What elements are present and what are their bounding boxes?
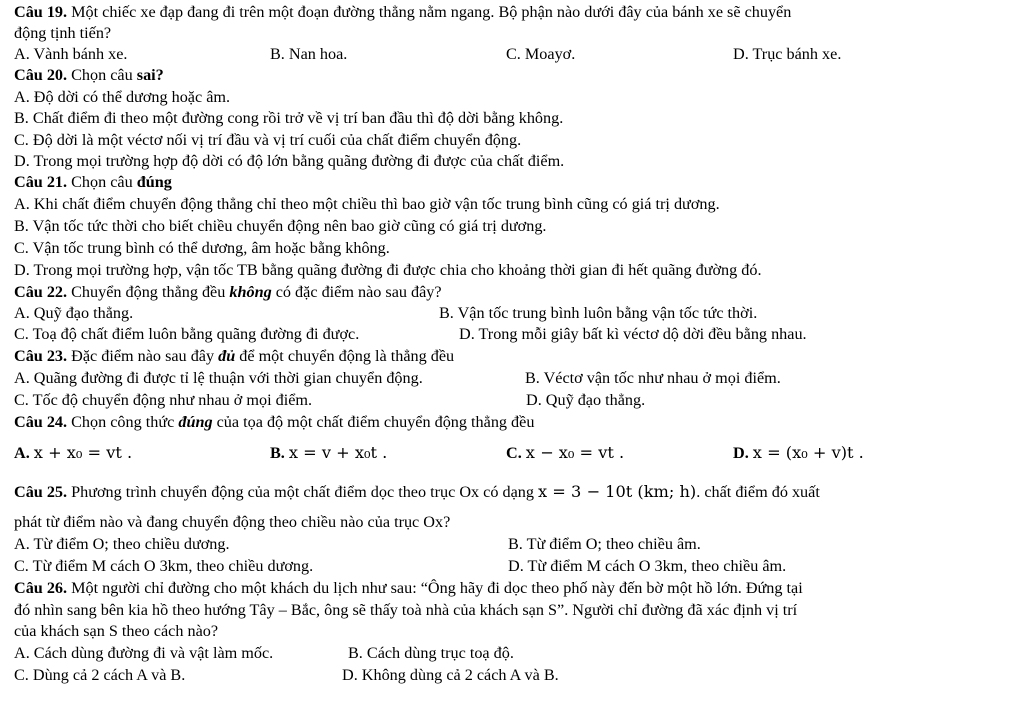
question-23-number: Câu 23. — [14, 347, 68, 365]
question-20-text: Chọn câu — [67, 66, 137, 84]
question-22-option-b: B. Vận tốc trung bình luôn bằng vận tốc tức thời. — [439, 304, 758, 322]
question-25-option-a: A. Từ điểm O; theo chiều dương. — [14, 535, 230, 553]
question-26-option-b: B. Cách dùng trục toạ độ. — [348, 644, 514, 662]
question-25-line-1 — [14, 482, 820, 502]
question-22-keyword: không — [229, 283, 272, 301]
question-23-text-post: để một chuyển động là thẳng đều — [235, 347, 455, 365]
question-21-option-b: B. Vận tốc tức thời cho biết chiều chuyển động nên bao giờ cũng có giá trị dương. — [14, 217, 547, 235]
question-24-option-b — [270, 443, 387, 463]
question-26-number: Câu 26. — [14, 579, 68, 597]
question-26-line-2: đó nhìn sang bên kia hồ theo hướng Tây – Bắc, ông sẽ thấy toà nhà của khách sạn S”. Người chỉ đường đã xác định vị trí — [14, 601, 798, 619]
question-24-keyword: đúng — [178, 413, 213, 431]
question-26-text-1: Một người chỉ đường cho một khách du lịch như sau: “Ông hãy đi dọc theo phố này đến bờ một hồ lớn. Đứng tại — [67, 579, 803, 597]
question-24-option-c-label: C. — [506, 444, 522, 462]
question-24-option-d-formula: x = (x₀ + v)t . — [752, 443, 864, 462]
question-23-option-c: C. Tốc độ chuyển động như nhau ở mọi điểm. — [14, 391, 313, 409]
question-22-number: Câu 22. — [14, 283, 68, 301]
question-23-line — [14, 346, 454, 366]
question-22-option-a: A. Quỹ đạo thẳng. — [14, 304, 134, 322]
question-24-text-pre: Chọn công thức — [67, 413, 179, 431]
question-23-text-pre: Đặc điểm nào sau đây — [67, 347, 219, 365]
question-20-keyword: sai? — [136, 66, 164, 84]
question-22-text-pre: Chuyển động thẳng đều — [67, 283, 230, 301]
question-24-option-c — [506, 443, 624, 463]
question-20-line — [14, 65, 164, 85]
question-21-option-d: D. Trong mọi trường hợp, vận tốc TB bằng quãng đường đi được chia cho khoảng thời gian đi hết quãng đường đó. — [14, 261, 762, 279]
question-22-text-post: có đặc điểm nào sau đây? — [271, 283, 442, 301]
question-19-text: Một chiếc xe đạp đang đi trên một đoạn đường thẳng nằm ngang. Bộ phận nào dưới đây của bánh xe sẽ chuyển — [67, 3, 792, 21]
question-19-line-2: động tịnh tiến? — [14, 24, 112, 42]
question-22-option-c: C. Toạ độ chất điểm luôn bằng quãng đường đi được. — [14, 325, 360, 343]
question-23-option-a: A. Quãng đường đi được tỉ lệ thuận với thời gian chuyển động. — [14, 369, 423, 387]
question-19-option-d: D. Trục bánh xe. — [733, 45, 842, 63]
question-20-number: Câu 20. — [14, 66, 68, 84]
question-24-line — [14, 412, 534, 432]
question-20-option-a: A. Độ dời có thể dương hoặc âm. — [14, 88, 231, 106]
question-25-equation: x = 3 − 10t (km; h) — [538, 482, 697, 501]
question-25-text: Phương trình chuyển động của một chất điểm dọc theo trục Ox có dạng — [67, 483, 539, 501]
question-24-option-d — [733, 443, 864, 463]
question-19-line-1 — [14, 2, 791, 22]
question-24-number: Câu 24. — [14, 413, 68, 431]
question-21-number: Câu 21. — [14, 173, 68, 191]
question-19-number: Câu 19. — [14, 3, 68, 21]
question-24-option-a-label: A. — [14, 444, 30, 462]
question-26-option-a: A. Cách dùng đường đi và vật làm mốc. — [14, 644, 274, 662]
question-24-option-a-formula: x + x₀ = vt . — [33, 443, 133, 462]
question-21-option-c: C. Vận tốc trung bình có thể dương, âm hoặc bằng không. — [14, 239, 390, 257]
question-26-line-1 — [14, 578, 803, 598]
question-19-option-a: A. Vành bánh xe. — [14, 45, 128, 63]
question-25-option-c: C. Từ điểm M cách O 3km, theo chiều dương. — [14, 557, 314, 575]
question-21-option-a: A. Khi chất điểm chuyển động thẳng chỉ theo một chiều thì bao giờ vận tốc trung bình cũng có giá trị dương. — [14, 195, 720, 213]
question-19-option-b: B. Nan hoa. — [270, 45, 348, 63]
question-21-text: Chọn câu — [67, 173, 137, 191]
question-24-option-c-formula: x − x₀ = vt . — [525, 443, 625, 462]
question-20-option-d: D. Trong mọi trường hợp độ dời có độ lớn bằng quãng đường đi được của chất điểm. — [14, 152, 565, 170]
question-22-line — [14, 282, 442, 302]
question-26-option-d: D. Không dùng cả 2 cách A và B. — [342, 666, 559, 684]
question-22-option-d: D. Trong mỗi giây bất kì véctơ dộ dời đều bằng nhau. — [459, 325, 807, 343]
question-21-line — [14, 172, 172, 192]
question-24-text-post: của tọa độ một chất điểm chuyển động thẳng đều — [212, 413, 535, 431]
question-20-option-b: B. Chất điểm đi theo một đường cong rồi trở về vị trí ban đầu thì độ dời bằng không. — [14, 109, 564, 127]
question-20-option-c: C. Độ dời là một véctơ nối vị trí đầu và vị trí cuối của chất điểm chuyển động. — [14, 131, 522, 149]
question-25-number: Câu 25. — [14, 483, 68, 501]
question-21-keyword: đúng — [136, 173, 172, 191]
question-23-keyword: đủ — [218, 347, 236, 365]
question-24-option-b-label: B. — [270, 444, 285, 462]
question-25-text-post: . chất điểm đó xuất — [696, 483, 820, 501]
question-23-option-d: D. Quỹ đạo thẳng. — [526, 391, 646, 409]
question-24-option-a — [14, 443, 132, 463]
question-26-line-3: của khách sạn S theo cách nào? — [14, 622, 219, 640]
question-24-option-d-label: D. — [733, 444, 749, 462]
question-26-option-c: C. Dùng cả 2 cách A và B. — [14, 666, 186, 684]
question-25-option-d: D. Từ điểm M cách O 3km, theo chiều âm. — [508, 557, 787, 575]
question-23-option-b: B. Véctơ vận tốc như nhau ở mọi điểm. — [525, 369, 781, 387]
question-25-option-b: B. Từ điểm O; theo chiều âm. — [508, 535, 701, 553]
question-25-line-2: phát từ điểm nào và đang chuyển động theo chiều nào của trục Ox? — [14, 513, 451, 531]
question-19-option-c: C. Moayơ. — [506, 45, 576, 63]
question-24-option-b-formula: x = v + x₀t . — [288, 443, 388, 462]
